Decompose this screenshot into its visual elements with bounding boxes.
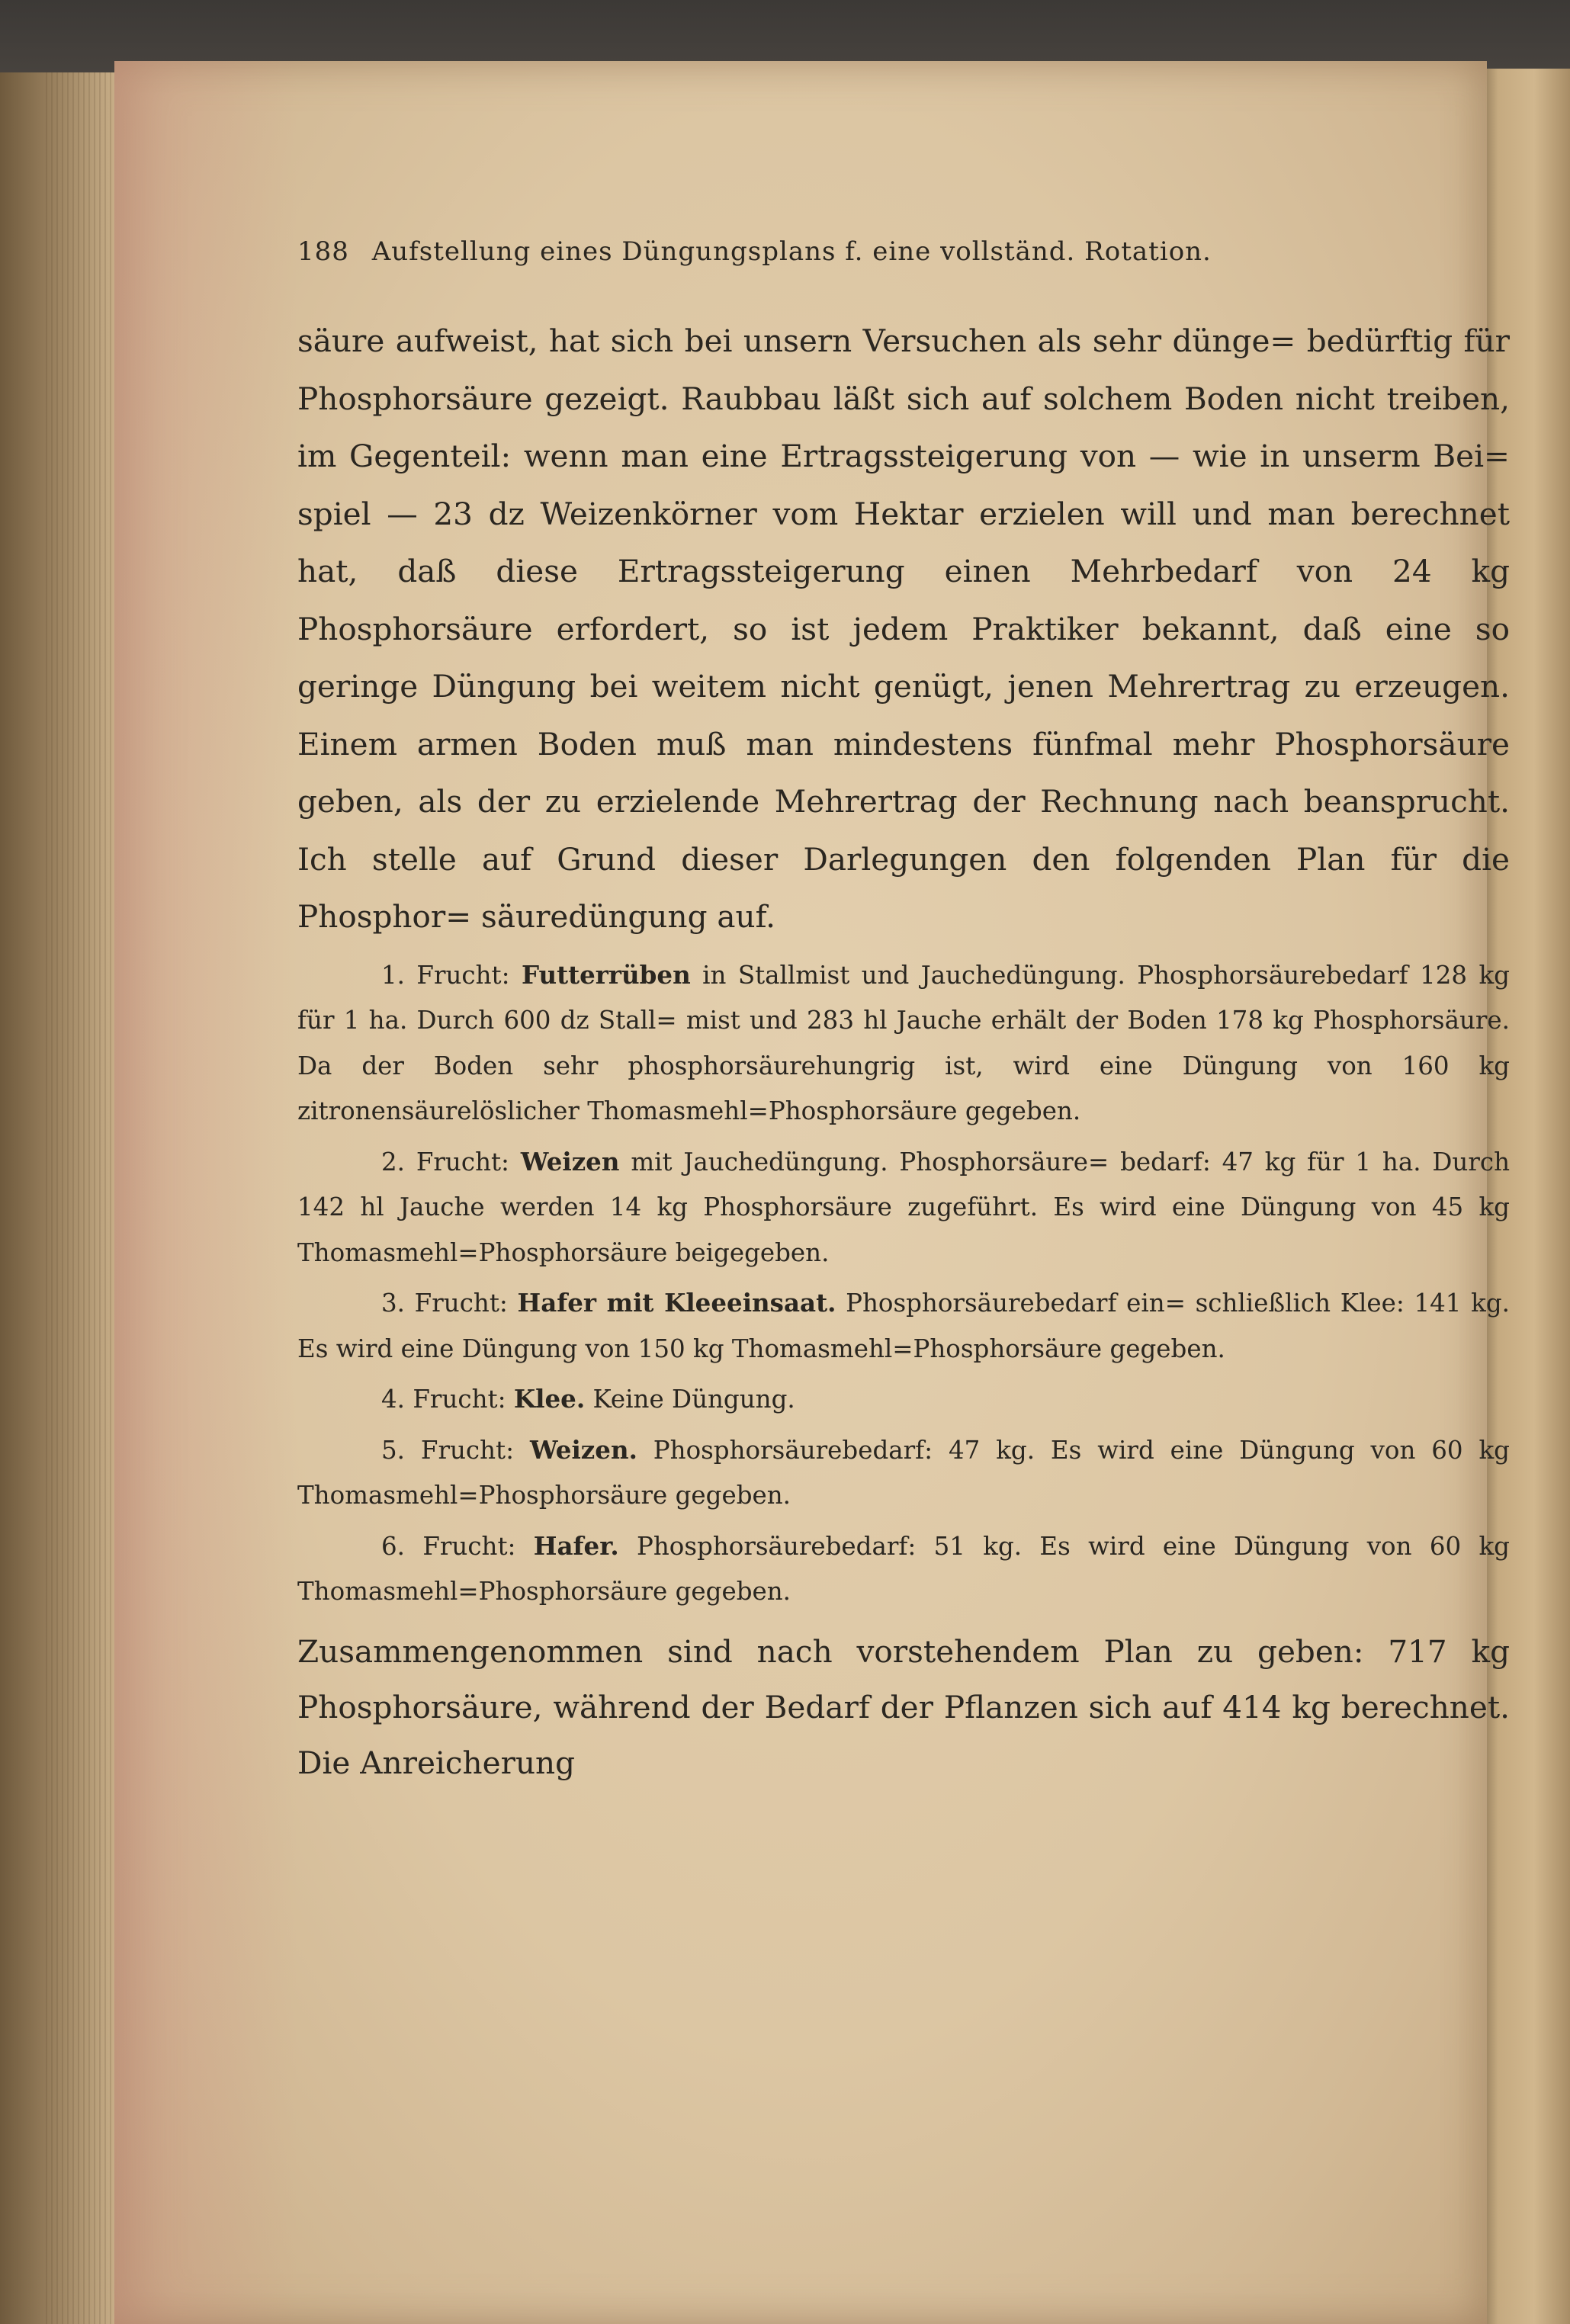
book-page bbox=[114, 61, 1510, 2324]
plan-item-5 bbox=[297, 1427, 1510, 1519]
closing-paragraph: Zusammengenommen sind nach vorstehendem Plan zu geben: 717 kg Phosphorsäure, während der Bedarf der Pflanzen sich auf 414 kg berechnet. Die Anreicherung bbox=[297, 1632, 1510, 1781]
plan-item-number: 3. bbox=[381, 1289, 406, 1318]
plan-item-text: Keine Düngung. bbox=[592, 1385, 795, 1414]
plan-item-1 bbox=[297, 952, 1510, 1135]
plan-item-crop: Hafer mit Kleeeinsaat. bbox=[517, 1288, 836, 1318]
plan-item-text: Phosphorsäurebedarf: 47 kg. Es wird eine Düngung von 60 kg Thomasmehl=Phosphorsäure gegeben. bbox=[297, 1435, 1510, 1510]
plan-item-label: Frucht: bbox=[416, 1147, 510, 1176]
plan-item-number: 6. bbox=[381, 1531, 406, 1561]
plan-item-label: Frucht: bbox=[420, 1435, 515, 1465]
fertilization-plan bbox=[297, 952, 1510, 1615]
plan-item-text: mit Jauchedüngung. Phosphorsäure= bedarf: 47 kg für 1 ha. Durch 142 hl Jauche werden 14 kg Phosphorsäure zugeführt. Es wird eine Düngung von 45 kg Thomasmehl=Phosphorsäure beigegeben. bbox=[297, 1147, 1510, 1267]
plan-item-crop: Weizen. bbox=[529, 1434, 637, 1465]
plan-item-4 bbox=[297, 1376, 1510, 1423]
plan-item-label: Frucht: bbox=[422, 1531, 516, 1561]
plan-item-label: Frucht: bbox=[416, 960, 510, 990]
running-title: Aufstellung eines Düngungsplans f. eine vollständ. Rotation. bbox=[371, 236, 1212, 267]
plan-item-6 bbox=[297, 1523, 1510, 1615]
plan-item-text: in Stallmist und Jauchedüngung. Phosphorsäurebedarf 128 kg für 1 ha. Durch 600 dz Stall= mist und 283 hl Jauche erhält der Boden 178 kg Phosphorsäure. Da der Boden sehr phosphorsäurehungrig ist, wird eine Düngung von 160 kg zitronensäurelöslicher Thomasmehl=Phosphorsäure gegeben. bbox=[297, 960, 1510, 1125]
intro-paragraph: säure aufweist, hat sich bei unsern Versuchen als sehr dünge= bedürftig für Phosphorsäure gezeigt. Raubbau läßt sich auf solchem Boden nicht treiben, im Gegenteil: wenn man eine Ertragssteigerung von — wie in unserm Bei= spiel — 23 dz Weizenkörner vom Hektar erzielen will und man berechnet hat, daß diese Ertragssteigerung einen Mehrbedarf von 24 kg Phosphorsäure erfordert, so ist jedem Praktiker bekannt, daß eine so geringe Düngung bei weitem nicht genügt, jenen Mehrertrag zu erzeugen. Einem armen Boden muß man mindestens fünfmal mehr Phosphorsäure geben, als der zu erzielende Mehrertrag der Rechnung nach beansprucht. Ich stelle auf Grund dieser Darlegungen den folgenden Plan für die Phosphor= säuredüngung auf. bbox=[297, 323, 1510, 935]
plan-item-number: 4. bbox=[381, 1385, 406, 1414]
page-text bbox=[297, 229, 1510, 1822]
plan-item-crop: Hafer. bbox=[533, 1530, 619, 1561]
plan-item-number: 2. bbox=[381, 1147, 406, 1176]
plan-item-crop: Klee. bbox=[513, 1384, 586, 1414]
plan-item-3 bbox=[297, 1280, 1510, 1372]
plan-item-crop: Weizen bbox=[520, 1146, 620, 1176]
plan-item-number: 1. bbox=[381, 960, 406, 990]
running-header bbox=[297, 229, 1510, 274]
plan-item-label: Frucht: bbox=[413, 1385, 506, 1414]
page-number: 188 bbox=[297, 236, 349, 267]
plan-item-2 bbox=[297, 1139, 1510, 1276]
plan-item-label: Frucht: bbox=[414, 1289, 508, 1318]
plan-item-text: Phosphorsäurebedarf: 51 kg. Es wird eine Düngung von 60 kg Thomasmehl=Phosphorsäure gegeben. bbox=[297, 1531, 1510, 1606]
plan-item-number: 5. bbox=[381, 1435, 406, 1465]
plan-item-text: Phosphorsäurebedarf ein= schließlich Klee: 141 kg. Es wird eine Düngung von 150 kg Thomasmehl=Phosphorsäure gegeben. bbox=[297, 1289, 1510, 1363]
plan-item-crop: Futterrüben bbox=[521, 959, 691, 990]
